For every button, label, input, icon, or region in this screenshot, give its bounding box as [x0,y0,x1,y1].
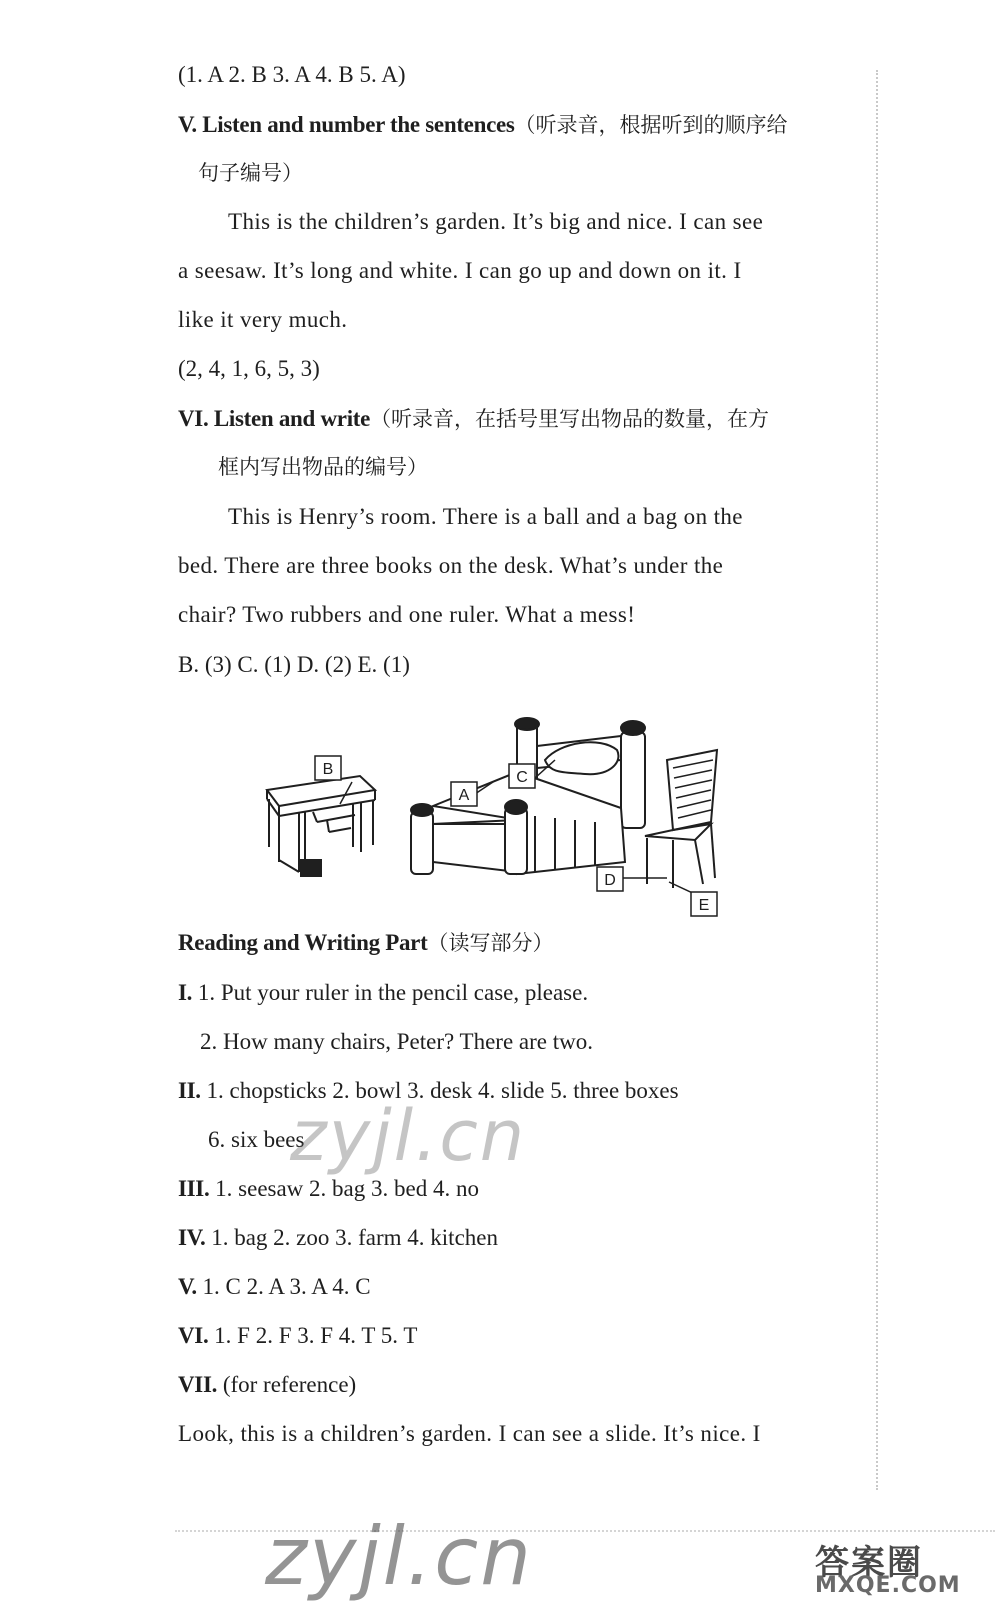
label-e [691,892,717,916]
item-number: I. [178,980,193,1005]
item-number: VII. [178,1372,218,1397]
answer-line-ii-cont: 6. six bees [208,1127,305,1152]
svg-text:A: A [458,787,470,804]
answer-text: 1. bag 2. zoo 3. farm 4. kitchen [205,1225,498,1250]
section-instruction-cn-cont: 框内写出物品的编号） [218,455,428,479]
transcript-line: chair? Two rubbers and one ruler. What a mess! [178,602,636,627]
section-instruction-cn: （听录音，根据听到的顺序给 [514,113,788,137]
bed-drawing [411,718,645,874]
item-number: IV. [178,1225,206,1250]
label-d [597,867,623,891]
transcript-line: This is the children’s garden. It’s big and nice. I can see [228,209,764,234]
svg-text:E: E [698,897,710,914]
svg-text:C: C [516,769,528,786]
answer-line-iv [178,1223,498,1253]
transcript-line: bed. There are three books on the desk. What’s under the [178,553,724,578]
answer-text: (for reference) [217,1372,357,1397]
chair-drawing [645,750,717,888]
answer-line-counts: B. (3) C. (1) D. (2) E. (1) [178,652,410,677]
label-b [315,756,341,780]
section-title: Reading and Writing Part [178,930,428,955]
item-number: V. [178,1274,197,1299]
answer-text: 1. chopsticks 2. bowl 3. desk 4. slide 5. three boxes [200,1078,679,1103]
brand-name: 答案圈 [815,1543,923,1583]
desk-drawing [267,776,375,876]
item-number: III. [178,1176,210,1201]
answer-text: 1. F 2. F 3. F 4. T 5. T [208,1323,418,1348]
answer-line-v [178,1272,371,1302]
svg-text:B: B [322,761,334,778]
room-illustration [255,712,750,932]
transcript-line: This is Henry’s room. There is a ball and a bag on the [228,504,743,529]
section-heading-vi [178,404,769,434]
section-heading-reading-writing [178,928,553,958]
svg-text:D: D [604,872,616,889]
page-margin-rule [876,70,878,1490]
section-instruction-cn: （读写部分） [427,931,554,955]
answer-text: 1. C 2. A 3. A 4. C [196,1274,371,1299]
brand-url: MXQE.COM [815,1573,961,1598]
item-number: II. [178,1078,201,1103]
watermark-bottom: zyjl.cn [265,1510,533,1603]
label-c [509,764,535,788]
section-title: V. Listen and number the sentences [178,112,515,137]
section-title: VI. Listen and write [178,406,371,431]
answer-line-i-1 [178,978,588,1008]
section-instruction-cn: （听录音，在括号里写出物品的数量，在方 [370,407,770,431]
answer-line-vii [178,1370,356,1400]
watermark-brand-logo [815,1535,990,1598]
watermark-middle: zyjl.cn [290,1095,527,1177]
transcript-line: a seesaw. It’s long and white. I can go up and down on it. I [178,258,742,283]
section-heading-v [178,110,788,140]
item-number: VI. [178,1323,209,1348]
answer-line-iii [178,1174,479,1204]
label-a [451,782,477,806]
reference-text-line: Look, this is a children’s garden. I can see a slide. It’s nice. I [178,1421,761,1446]
answer-text: 1. Put your ruler in the pencil case, please. [192,980,589,1005]
answer-line-order: (2, 4, 1, 6, 5, 3) [178,356,320,381]
answer-text: (1. A 2. B 3. A 4. B 5. A) [178,62,406,87]
transcript-line: like it very much. [178,307,348,332]
section-instruction-cn-cont: 句子编号） [198,161,303,185]
answer-line-i-2: 2. How many chairs, Peter? There are two. [200,1029,593,1054]
answer-line-vi [178,1321,417,1351]
answer-line-listening-iv [178,60,405,90]
answer-text: 1. seesaw 2. bag 3. bed 4. no [209,1176,479,1201]
